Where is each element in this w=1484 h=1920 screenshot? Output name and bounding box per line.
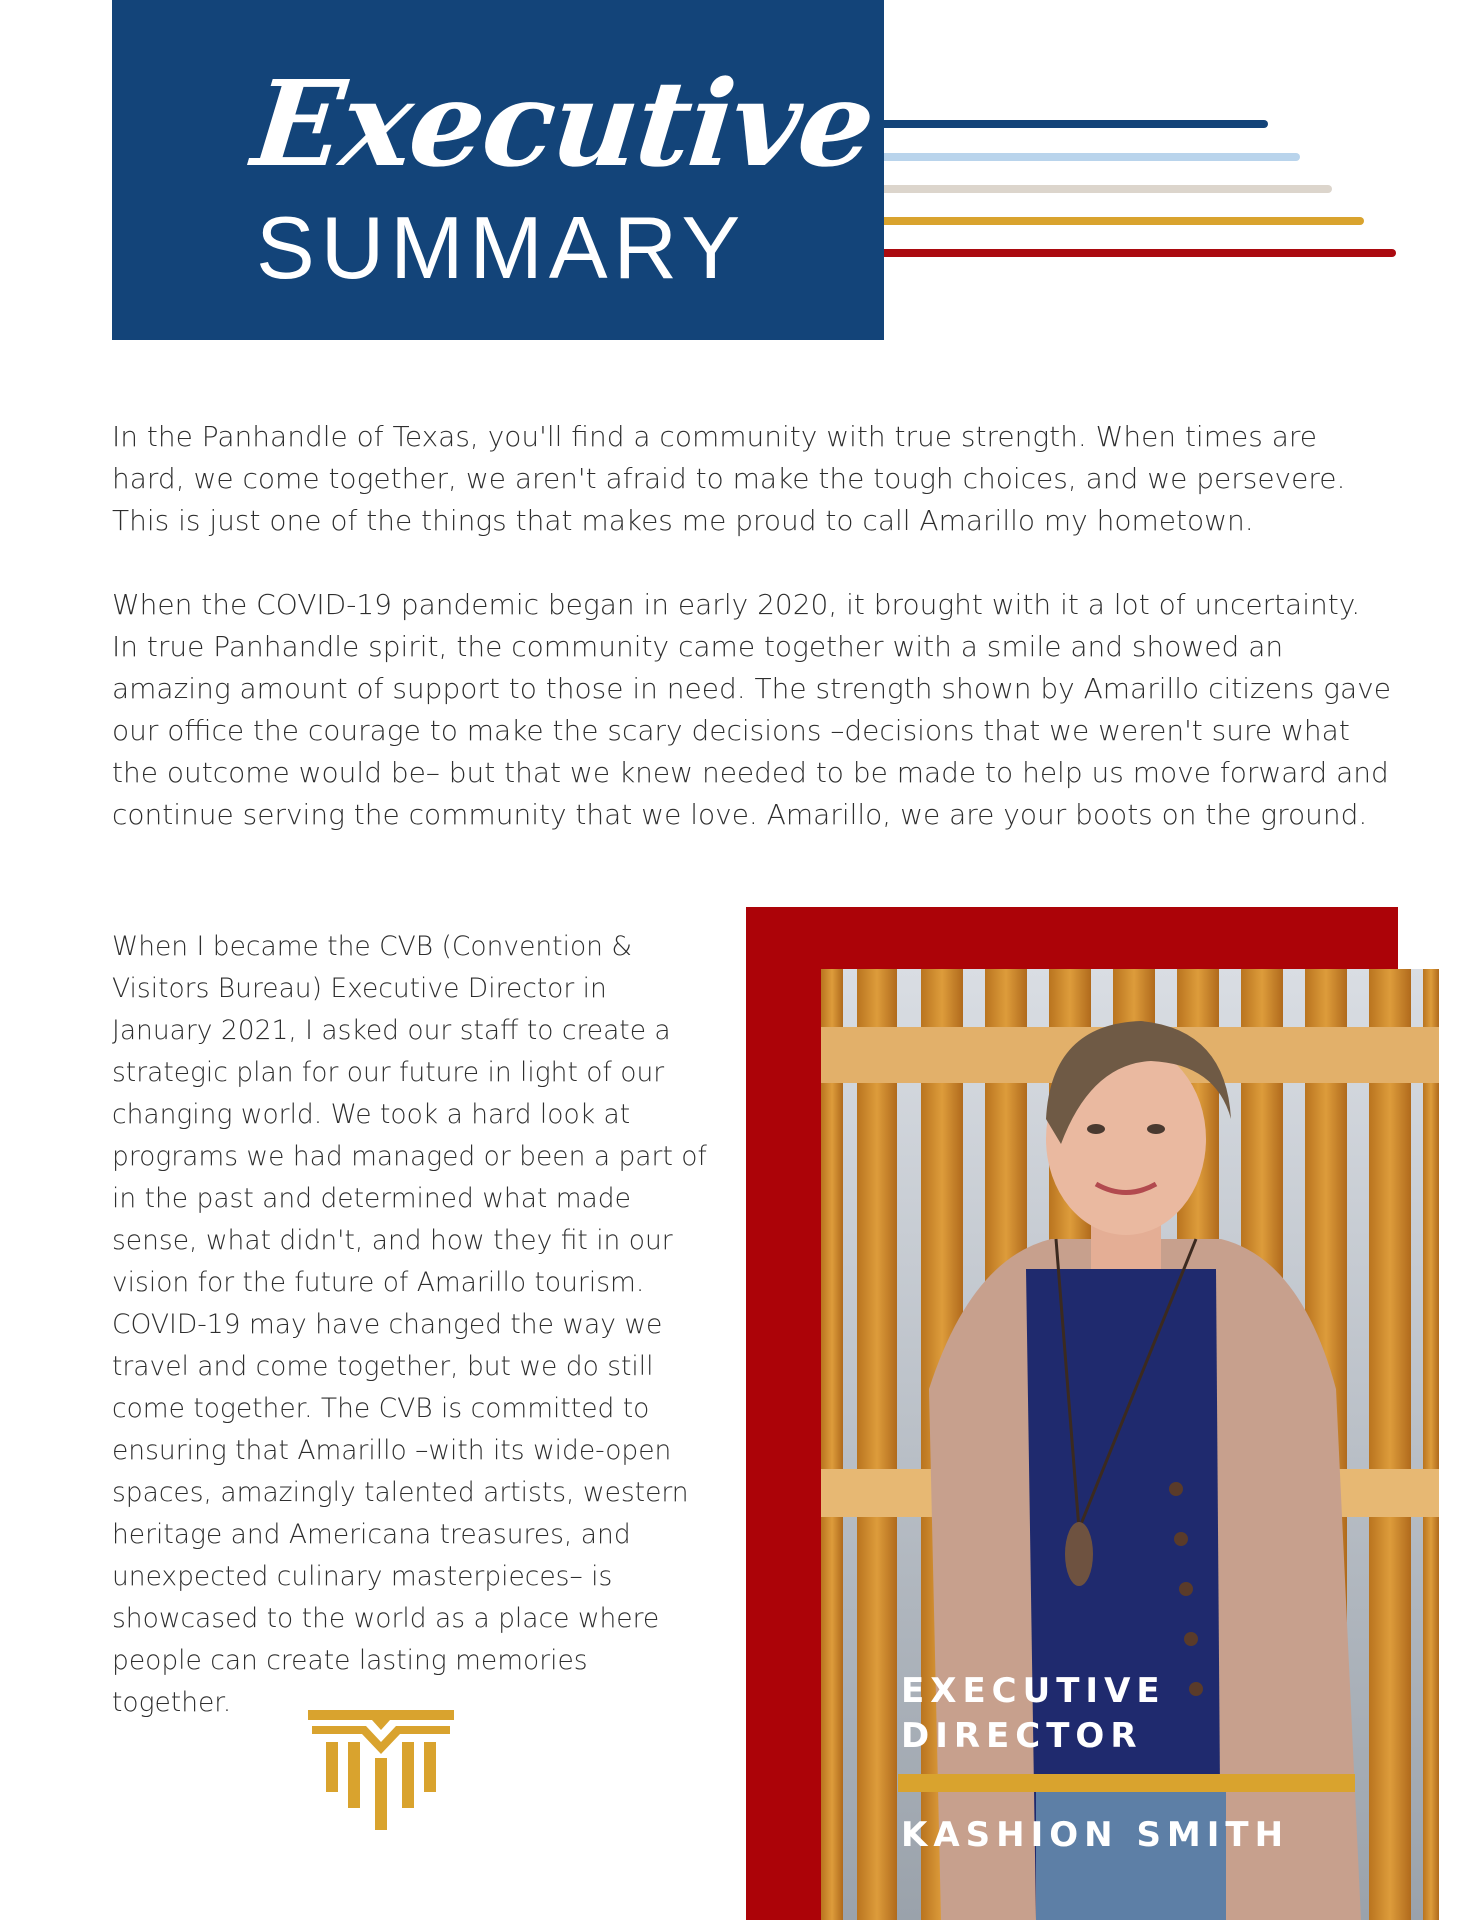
intro-paragraph: In the Panhandle of Texas, you'll find a community with true strength. When times are hard, we come together, we aren't afraid to make the tough choices, and we persevere. This is just one of the things that makes me proud to call Amarillo my hometown. <box>112 420 1346 537</box>
role-line-2: DIRECTOR <box>901 1716 1143 1756</box>
decorative-stripe-light-blue <box>884 153 1300 161</box>
role-line-1: EXECUTIVE <box>901 1671 1166 1711</box>
page-title-script: Executive <box>246 54 880 193</box>
page-title-sub: SUMMARY <box>256 198 747 297</box>
decorative-stripe-beige <box>884 185 1332 193</box>
cvb-paragraph: When I became the CVB (Convention & Visitors Bureau) Executive Director in January 2021, I asked our staff to create a strategic plan for our future in light of our changing world. We took a hard look at programs we had managed or been a part of in the past and determined what made sense, what didn't, and how they fit in our vision for the future of Amarillo tourism. COVID-19 may have changed the way we travel and come together, but we do still come together. The CVB is committed to ensuring that Amarillo –with its wide-open spaces, amazingly talented artists, western heritage and Americana treasures, and unexpected culinary masterpieces– is showcased to the world as a place where people can create lasting memories together. <box>112 931 707 1718</box>
amarillo-logo-icon <box>308 1710 454 1830</box>
director-photo <box>821 969 1439 1920</box>
role-label <box>901 1669 1341 1759</box>
decorative-stripe-red <box>884 249 1396 257</box>
director-name: KASHION SMITH <box>901 1815 1290 1855</box>
name-divider-bar <box>898 1774 1355 1792</box>
covid-paragraph: When the COVID-19 pandemic began in early 2020, it brought with it a lot of uncertainty. In true Panhandle spirit, the community came together with a smile and showed an amazing amount of support to those in need. The strength shown by Amarillo citizens gave our office the courage to make the scary decisions –decisions that we weren't sure what the outcome would be– but that we knew needed to be made to help us move forward and continue serving the community that we love. Amarillo, we are your boots on the ground. <box>112 588 1391 831</box>
header-banner <box>112 0 884 340</box>
decorative-stripe-gold <box>884 217 1364 225</box>
decorative-stripe-navy <box>884 120 1268 128</box>
